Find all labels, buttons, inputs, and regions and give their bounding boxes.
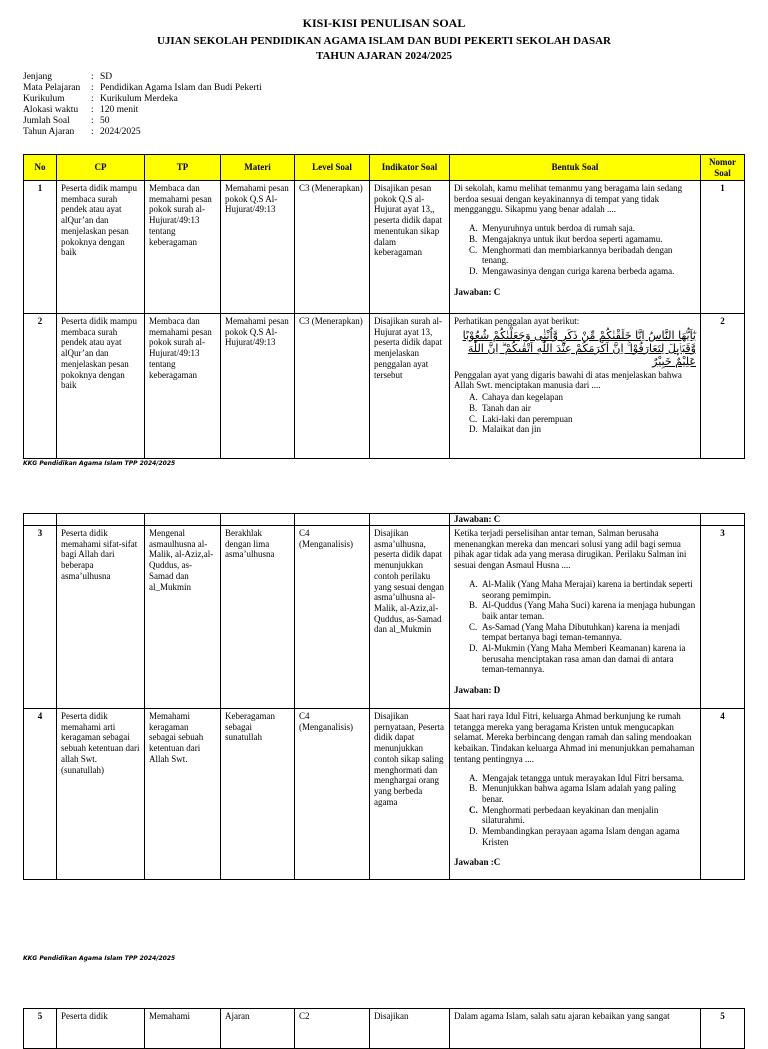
meta-row: Jumlah Soal : 50 — [23, 116, 110, 126]
option-text: Menyuruhnya untuk berdoa di rumah saja. — [482, 223, 635, 234]
option-text: Mengajaknya untuk ikut berdoa seperti agamamu. — [482, 233, 663, 244]
option-letter: C. — [469, 804, 478, 815]
cell-indikator: Disajikan asma’ulhusna, peserta didik dapat menunjukkan contoh perilaku yang sesuai dengan asma’ulhusna al-Malik, al-Aziz,al-Quddus, as-Samad dan al_Mukmin — [370, 526, 450, 709]
meta-info — [23, 72, 262, 138]
meta-value: Pendidikan Agama Islam dan Budi Pekerti — [100, 83, 262, 93]
cell-nomor-soal: 4 — [701, 709, 745, 880]
table-row — [24, 1009, 745, 1049]
document-subtitle: UJIAN SEKOLAH PENDIDIKAN AGAMA ISLAM DAN BUDI PEKERTI SEKOLAH DASAR — [156, 35, 612, 47]
option-item — [470, 643, 696, 675]
cell-level: C3 (Menerapkan) — [295, 314, 370, 459]
cell-materi: Berakhlak dengan lima asma’ulhusna — [221, 526, 295, 709]
cell-no: 1 — [24, 181, 57, 314]
option-item — [470, 622, 696, 643]
col-header-no: No — [24, 155, 57, 181]
cell-level: C4 (Menganalisis) — [295, 709, 370, 880]
cell-nomor-soal: 5 — [701, 1009, 745, 1049]
col-header-bentuk-soal: Bentuk Soal — [450, 155, 701, 181]
meta-row: Kurikulum : Kurikulum Merdeka — [23, 94, 178, 104]
arabic-verse: يٰٓاَيُّهَا النَّاسُ اِنَّا خَلَقْنٰكُمْ مِّنْ ذَكَرٍ وَّاُنْثٰى وَجَعَلْنٰكُمْ شُعُوْبًا وَّقَبَاۤىِٕلَ لِتَعَارَفُوْا ۚ اِنَّ اَكْرَمَكُمْ عِنْدَ اللّٰهِ اَتْقٰىكُمْ ۗ اِنَّ اللّٰهَ عَلِيْمٌ خَبِيْرٌ — [462, 328, 696, 368]
option-item — [470, 579, 696, 600]
option-text: Menunjukkan bahwa agama Islam adalah yang paling benar. — [482, 783, 676, 804]
option-item — [470, 245, 696, 266]
option-item — [470, 266, 696, 277]
cell-tp: Mengenal asmaulhusna al-Malik, al-Aziz,al-Quddus, as-Samad dan al_Mukmin — [145, 526, 221, 709]
answer-key: Jawaban: D — [454, 685, 501, 696]
cell-no: 2 — [24, 314, 57, 459]
meta-key: Kurikulum — [23, 94, 65, 104]
option-text: Mengajak tetangga untuk merayakan Idul Fitri bersama. — [482, 772, 685, 783]
option-text: Al-Quddus (Yang Maha Suci) karena ia menjaga hubungan baik antar teman. — [482, 600, 696, 621]
meta-key: Tahun Ajaran — [23, 127, 75, 137]
answer-key: Jawaban: C — [454, 286, 501, 297]
cell-bentuk-soal — [450, 709, 701, 880]
col-header-cp: CP — [57, 155, 145, 181]
cell-materi: Keberagaman sebagai sunatullah — [221, 709, 295, 880]
option-letter: A. — [469, 392, 478, 403]
cell-tp: Memahami — [145, 1009, 221, 1049]
cell-tp: Membaca dan memahami pesan pokok surah al-Hujurat/49:13 tentang keberagaman — [145, 314, 221, 459]
option-letter: D. — [469, 643, 478, 654]
cell-cp: Peserta didik memahami arti keragaman sebagai sebuah ketentuan dari allah Swt. (sunatullah) — [57, 709, 145, 880]
meta-key: Mata Pelajaran — [23, 83, 81, 93]
document-title: KISI-KISI PENULISAN SOAL — [302, 16, 466, 30]
cell-cp: Peserta didik — [57, 1009, 145, 1049]
cell-nomor-soal: 2 — [701, 314, 745, 459]
option-letter: D. — [469, 826, 478, 837]
cell-bentuk-soal — [450, 314, 701, 459]
option-item — [470, 424, 696, 435]
meta-row: Jenjang : SD — [23, 72, 113, 82]
option-text: Cahaya dan kegelapan — [482, 392, 563, 403]
question-text: Di sekolah, kamu melihat temanmu yang beragama lain sedang berdoa sesuai dengan keyakinannya di tempat yang tidak mengganggu. Sikapmu yang benar adalah .... — [454, 183, 683, 215]
question-text: Saat hari raya Idul Fitri, keluarga Ahmad berkunjung ke rumah tetangga mereka yang beragama Kristen untuk mengucapkan selamat. Mereka berbincang dengan ramah dan saling mendoakan kebaikan. Tindakan keluarga Ahmad ini menunjukkan pemahaman tentang pentingnya .... — [454, 711, 695, 764]
answer-key: Jawaban: C — [450, 514, 701, 526]
table-row — [24, 181, 745, 314]
question-intro: Perhatikan penggalan ayat berikut: — [454, 316, 580, 326]
option-text: Membandingkan perayaan agama Islam dengan agama Kristen — [482, 826, 680, 847]
cell-bentuk-soal — [450, 526, 701, 709]
option-text: Mengawasinya dengan curiga karena berbeda agama. — [482, 265, 675, 276]
meta-key: Jenjang — [23, 72, 53, 82]
cell-indikator: Disajikan pernyataan, Peserta didik dapat menunjukkan contoh sikap saling menghormati dan menghargai orang yang berbeda agama — [370, 709, 450, 880]
option-item — [470, 600, 696, 621]
option-text: Tanah dan air — [482, 402, 531, 413]
option-text: Malaikat dan jin — [482, 424, 541, 435]
kisi-table-page-2 — [23, 513, 745, 880]
question-text: Penggalan ayat yang digaris bawahi di atas menjelaskan bahwa Allah Swt. menciptakan manusia dari .... — [454, 369, 682, 391]
option-item — [470, 223, 696, 234]
option-letter: B. — [469, 233, 478, 244]
cell-bentuk-soal: Dalam agama Islam, salah satu ajaran kebaikan yang sangat — [450, 1009, 701, 1049]
option-list — [454, 773, 696, 848]
option-text: Laki-laki dan perempuan — [482, 413, 573, 424]
cell-tp: Memahami keragaman sebagai sebuah ketentuan dari Allah Swt. — [145, 709, 221, 880]
option-text: As-Samad (Yang Maha Dibutuhkan) karena ia menjadi tempat bertanya bagi teman-temannya. — [482, 621, 681, 643]
col-header-materi: Materi — [221, 155, 295, 181]
option-item — [470, 234, 696, 245]
cell-tp: Membaca dan memahami pesan pokok surah al-Hujurat/49:13 tentang keberagaman — [145, 181, 221, 314]
cell-level: C2 — [295, 1009, 370, 1049]
cell-level: C3 (Menerapkan) — [295, 181, 370, 314]
meta-value: 120 menit — [100, 105, 139, 115]
cell-indikator: Disajikan surah al-Hujurat ayat 13, peserta didik dapat menjelaskan penggalan ayat tersebut — [370, 314, 450, 459]
cell-level: C4 (Menganalisis) — [295, 526, 370, 709]
option-text: Al-Mukmin (Yang Maha Memberi Keamanan) karena ia berusaha menciptakan rasa aman dan damai di antara teman-temannya. — [482, 643, 686, 675]
option-item — [470, 414, 696, 425]
cell-materi: Memahami pesan pokok Q.S Al-Hujurat/49:13 — [221, 181, 295, 314]
cell-no: 5 — [24, 1009, 57, 1049]
option-item — [470, 826, 696, 847]
meta-key: Jumlah Soal — [23, 116, 70, 126]
option-list — [454, 223, 696, 277]
document-year: TAHUN AJARAN 2024/2025 — [315, 50, 453, 62]
meta-key: Alokasi waktu — [23, 105, 79, 115]
meta-value: 2024/2025 — [100, 127, 141, 137]
page-footer: KKG Pendidikan Agama Islam TPP 2024/2025 — [23, 460, 176, 467]
option-text: Menghormati dan membiarkannya beribadah dengan tenang. — [482, 244, 673, 266]
cell-no: 4 — [24, 709, 57, 880]
table-row — [24, 709, 745, 880]
option-text: Menghormati perbedaan keyakinan dan menjalin silaturahmi. — [482, 804, 659, 826]
option-list — [454, 579, 696, 675]
cell-bentuk-soal — [450, 181, 701, 314]
cell-nomor-soal: 3 — [701, 526, 745, 709]
cell-indikator: Disajikan — [370, 1009, 450, 1049]
option-item — [470, 783, 696, 804]
table-row — [24, 314, 745, 459]
cell-no: 3 — [24, 526, 57, 709]
option-item — [470, 392, 696, 403]
option-item — [470, 773, 696, 784]
cell-cp: Peserta didik mampu membaca surah pendek atau ayat alQur’an dan menjelaskan pesan pokoknya dengan baik — [57, 181, 145, 314]
cell-nomor-soal: 1 — [701, 181, 745, 314]
option-letter: A. — [469, 578, 478, 589]
option-letter: D. — [469, 424, 478, 435]
option-letter: C. — [469, 244, 478, 255]
option-item — [470, 805, 696, 826]
option-letter: A. — [469, 772, 478, 783]
col-header-tp: TP — [145, 155, 221, 181]
kisi-table-page-3 — [23, 1008, 745, 1049]
option-letter: D. — [469, 265, 478, 276]
option-letter: B. — [469, 783, 478, 794]
meta-value: 50 — [100, 116, 110, 126]
meta-value: SD — [100, 72, 113, 82]
meta-row: Tahun Ajaran : 2024/2025 — [23, 127, 141, 137]
cell-materi: Memahami pesan pokok Q.S Al-Hujurat/49:13 — [221, 314, 295, 459]
option-text: Al-Malik (Yang Maha Merajai) karena ia bertindak seperti seorang pemimpin. — [482, 578, 693, 600]
option-list — [454, 392, 696, 435]
col-header-nomor-soal: Nomor Soal — [701, 155, 745, 181]
meta-value: Kurikulum Merdeka — [100, 94, 178, 104]
table-row — [24, 526, 745, 709]
answer-key: Jawaban :C — [454, 857, 501, 868]
col-header-indikator: Indikator Soal — [370, 155, 450, 181]
table-header-row — [24, 155, 745, 181]
question-text: Ketika terjadi perselisihan antar teman, Salman berusaha menenangkan mereka dan mencari solusi yang adil bagi semua pihak agar tidak ada yang merasa dirugikan. Perilaku Salman ini sesuai dengan Asmaul Husna .... — [454, 528, 687, 571]
cell-indikator: Disajikan pesan pokok Q.S al-Hujurat ayat 13,, peserta didik dapat menentukan sikap dalam keberagaman — [370, 181, 450, 314]
cell-materi: Ajaran — [221, 1009, 295, 1049]
option-item — [470, 403, 696, 414]
meta-row: Alokasi waktu : 120 menit — [23, 105, 139, 115]
option-letter: B. — [469, 600, 478, 611]
kisi-table-page-1 — [23, 154, 745, 459]
option-letter: B. — [469, 402, 478, 413]
option-letter: C. — [469, 413, 478, 424]
col-header-level: Level Soal — [295, 155, 370, 181]
table-row-continuation — [24, 514, 745, 526]
cell-cp: Peserta didik memahami sifat-sifat bagi Allah dari beberapa asma’ulhusna — [57, 526, 145, 709]
option-letter: A. — [469, 223, 478, 234]
option-letter: C. — [469, 621, 478, 632]
page-footer: KKG Pendidikan Agama Islam TPP 2024/2025 — [23, 955, 176, 962]
cell-cp: Peserta didik mampu membaca surah pendek atau ayat alQur’an dan menjelaskan pesan pokoknya dengan baik — [57, 314, 145, 459]
meta-row: Mata Pelajaran : Pendidikan Agama Islam dan Budi Pekerti — [23, 83, 262, 93]
